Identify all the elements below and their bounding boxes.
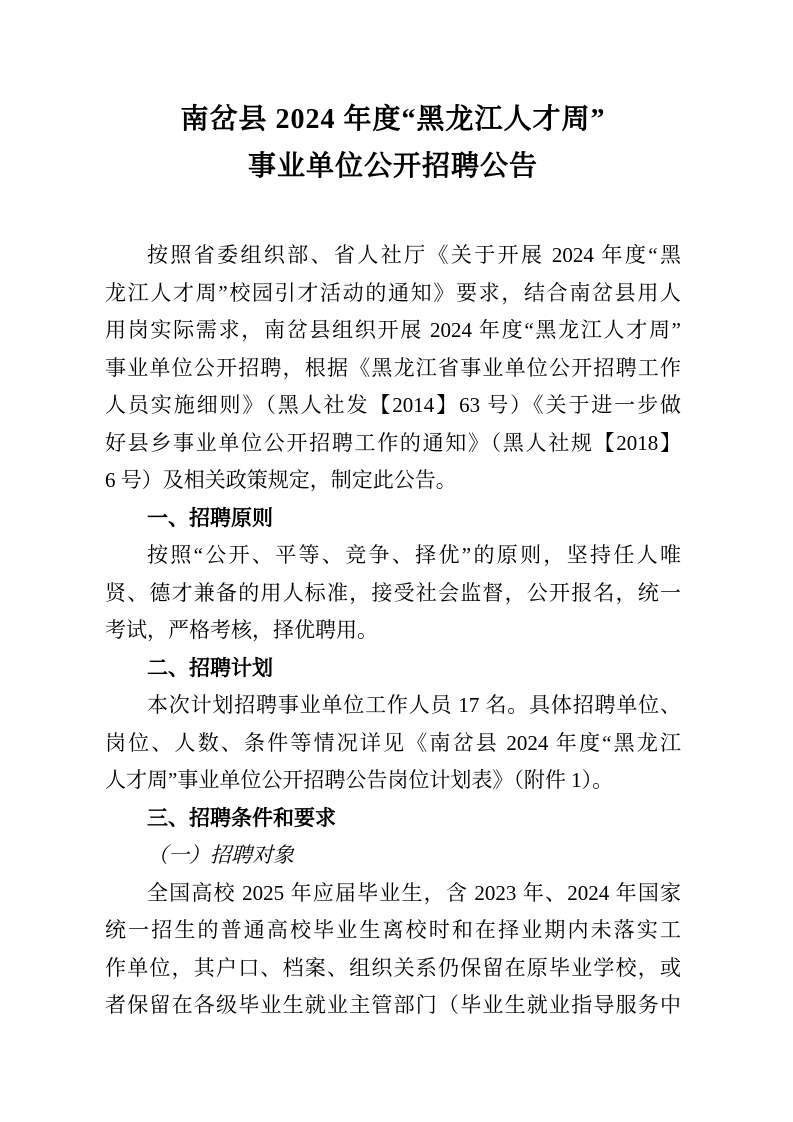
document-body — [105, 237, 681, 1025]
subsection-heading: （一）招聘对象 — [147, 843, 294, 867]
paragraph-line: 人员实施细则》（黑人社发【2014】63 号）《关于进一步做 — [105, 393, 681, 417]
paragraph-line: 用岗实际需求，南岔县组织开展 2024 年度“黑龙江人才周” — [105, 318, 681, 342]
paragraph-line: 作单位，其户口、档案、组织关系仍保留在原毕业学校，或 — [105, 955, 681, 980]
paragraph-line: 考试，严格考核，择优聘用。 — [105, 618, 378, 642]
paragraph-line: 岗位、人数、条件等情况详见《南岔县 2024 年度“黑龙江 — [105, 730, 681, 755]
paragraph-line: 按照省委组织部、省人社厅《关于开展 2024 年度“黑 — [147, 243, 681, 267]
section-heading-1: 一、招聘原则 — [147, 506, 273, 530]
paragraph-line: 全国高校 2025 年应届毕业生，含 2023 年、2024 年国家 — [147, 880, 681, 905]
paragraph-line: 统一招生的普通高校毕业生离校时和在择业期内未落实工 — [105, 918, 681, 942]
paragraph-line: 贤、德才兼备的用人标准，接受社会监督，公开报名，统一 — [105, 580, 681, 605]
paragraph-line: 者保留在各级毕业生就业主管部门（毕业生就业指导服务中 — [105, 993, 681, 1017]
document-title-line-2: 事业单位公开招聘公告 — [247, 151, 538, 182]
paragraph-line: 6 号）及相关政策规定，制定此公告。 — [105, 468, 457, 492]
paragraph-line: 龙江人才周”校园引才活动的通知》要求，结合南岔县用人 — [105, 280, 681, 305]
document-content — [105, 0, 681, 1025]
paragraph-line: 人才周”事业单位公开招聘公告岗位计划表》（附件 1）。 — [105, 768, 614, 792]
document-title-line-1: 南岔县 2024 年度“黑龙江人才周” — [180, 104, 606, 135]
paragraph-line: 本次计划招聘事业单位工作人员 17 名。具体招聘单位、 — [147, 693, 681, 717]
section-heading-3: 三、招聘条件和要求 — [147, 806, 336, 830]
section-heading-2: 二、招聘计划 — [147, 656, 273, 680]
paragraph-line: 事业单位公开招聘，根据《黑龙江省事业单位公开招聘工作 — [105, 355, 681, 380]
document-title — [105, 0, 681, 190]
paragraph-line: 按照“公开、平等、竞争、择优”的原则，坚持任人唯 — [147, 543, 681, 567]
paragraph-line: 好县乡事业单位公开招聘工作的通知》（黑人社规【2018】 — [105, 430, 681, 455]
